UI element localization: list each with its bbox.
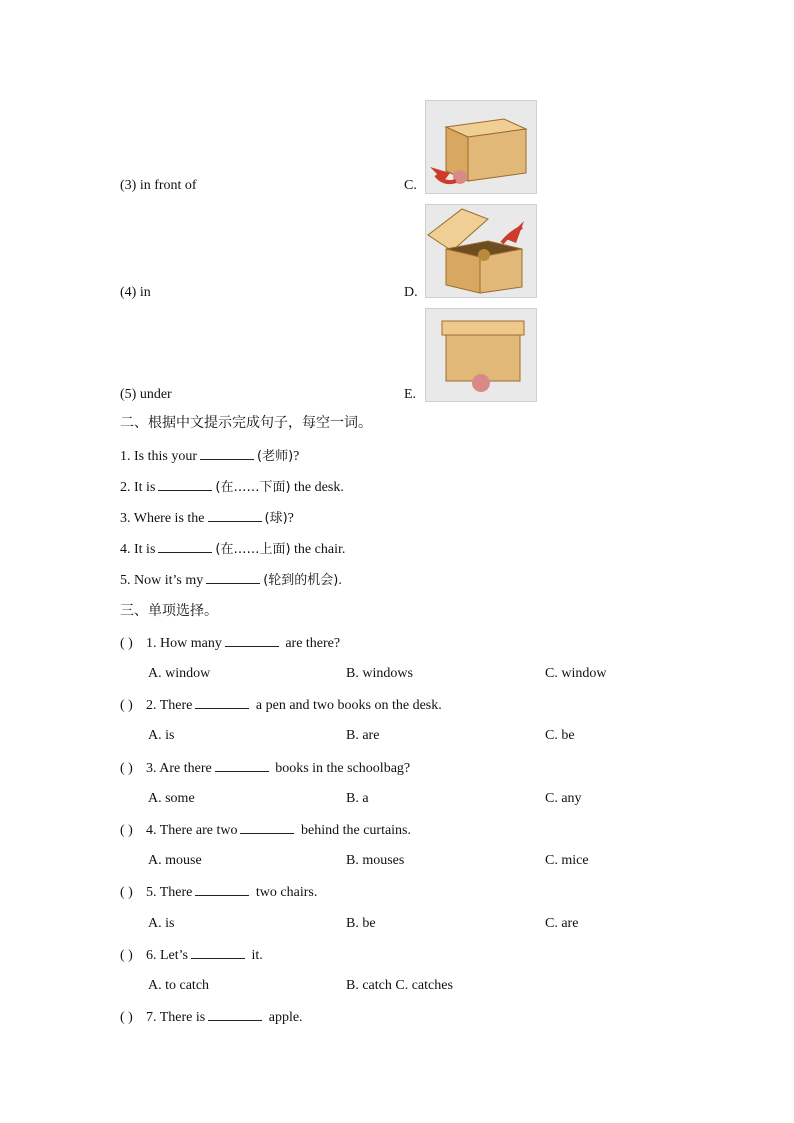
option-c[interactable]: C. be [545,728,575,743]
answer-blank[interactable] [225,634,279,647]
mc-question-3: ( ) 3. Are there books in the schoolbag? [120,761,411,776]
answer-paren[interactable]: ( ) [120,761,133,776]
answer-paren[interactable]: ( ) [120,698,133,713]
box-ball-under-icon [425,308,537,402]
answer-blank[interactable] [215,759,269,772]
answer-blank[interactable] [158,478,212,491]
option-c[interactable]: C. window [545,666,607,681]
option-a[interactable]: A. window [148,666,211,681]
answer-paren[interactable]: ( ) [120,885,133,900]
answer-blank[interactable] [158,540,212,553]
answer-blank[interactable] [208,509,262,522]
match-item-in: (4) in [120,285,151,300]
match-letter-d: D. [404,285,418,300]
match-item-in-front-of: (3) in front of [120,178,197,193]
option-b[interactable]: B. be [346,916,376,931]
option-b[interactable]: B. mouses [346,853,405,868]
option-a[interactable]: A. to catch [148,978,210,993]
option-a[interactable]: A. mouse [148,853,202,868]
answer-blank[interactable] [200,447,254,460]
mc-question-5: ( ) 5. There two chairs. [120,885,318,900]
option-b-c[interactable]: B. catch C. catches [346,978,453,993]
answer-blank[interactable] [195,696,249,709]
match-item-under: (5) under [120,387,172,402]
fill-sentence-1: 1. Is this your (老师)? [120,449,300,464]
section-2-heading: 二、根据中文提示完成句子，每空一词。 [120,415,372,431]
match-letter-e: E. [404,387,417,402]
answer-blank[interactable] [206,571,260,584]
box-ball-in-front-icon [425,100,537,194]
option-b[interactable]: B. a [346,791,369,806]
fill-sentence-3: 3. Where is the (球)? [120,511,294,526]
option-b[interactable]: B. windows [346,666,413,681]
answer-blank[interactable] [240,821,294,834]
match-letter-c: C. [404,178,417,193]
box-ball-in-icon [425,204,537,298]
answer-paren[interactable]: ( ) [120,1010,133,1025]
option-a[interactable]: A. some [148,791,195,806]
mc-question-7: ( ) 7. There is apple. [120,1010,303,1025]
mc-question-4: ( ) 4. There are two behind the curtains. [120,823,412,838]
fill-sentence-4: 4. It is (在……上面) the chair. [120,542,346,557]
answer-blank[interactable] [191,946,245,959]
option-b[interactable]: B. are [346,728,380,743]
option-c[interactable]: C. are [545,916,579,931]
option-a[interactable]: A. is [148,916,175,931]
mc-question-6: ( ) 6. Let’s it. [120,948,263,963]
fill-sentence-5: 5. Now it’s my (轮到的机会). [120,573,342,588]
answer-paren[interactable]: ( ) [120,823,133,838]
option-a[interactable]: A. is [148,728,175,743]
section-3-heading: 三、单项选择。 [120,603,218,619]
answer-blank[interactable] [208,1008,262,1021]
answer-paren[interactable]: ( ) [120,636,133,651]
option-c[interactable]: C. any [545,791,582,806]
answer-paren[interactable]: ( ) [120,948,133,963]
option-c[interactable]: C. mice [545,853,589,868]
mc-question-1: ( ) 1. How many are there? [120,636,341,651]
mc-question-2: ( ) 2. There a pen and two books on the desk. [120,698,442,713]
answer-blank[interactable] [195,883,249,896]
fill-sentence-2: 2. It is (在……下面) the desk. [120,480,344,495]
